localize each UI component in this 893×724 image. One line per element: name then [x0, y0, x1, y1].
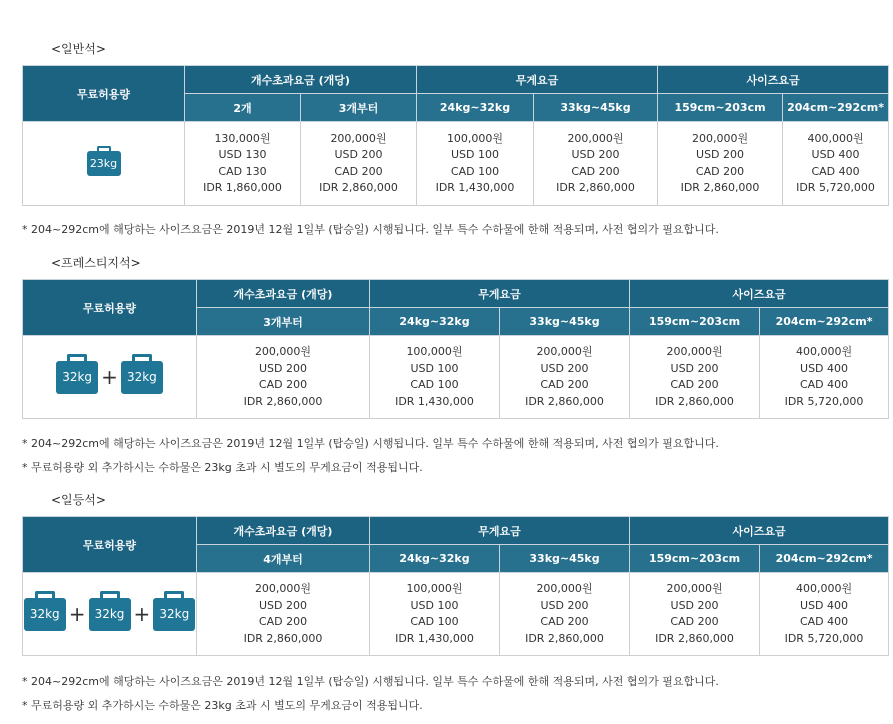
- fee-cell: 400,000원 USD 400 CAD 400 IDR 5,720,000: [760, 336, 889, 419]
- sub-header: 24kg~32kg: [370, 545, 500, 573]
- prestige-fee-table: [22, 279, 889, 419]
- sub-header: 204cm~292cm*: [760, 308, 889, 336]
- sub-header: 159cm~203cm: [630, 308, 760, 336]
- fee-cell: 400,000원 USD 400 CAD 400 IDR 5,720,000: [783, 122, 889, 206]
- fee-cell: 100,000원 USD 100 CAD 100 IDR 1,430,000: [370, 573, 500, 656]
- fee-cell: 200,000원 USD 200 CAD 200 IDR 2,860,000: [630, 573, 760, 656]
- luggage-icon: 32kg: [153, 598, 195, 631]
- excess-count-header: 개수초과요금 (개당): [185, 66, 417, 94]
- weight-fee-header: 무게요금: [417, 66, 658, 94]
- sub-header: 33kg~45kg: [534, 94, 658, 122]
- section-title-first: <일등석>: [51, 493, 106, 507]
- plus-icon: +: [101, 365, 118, 389]
- fee-cell: 200,000원 USD 200 CAD 200 IDR 2,860,000: [301, 122, 417, 206]
- fee-cell: 200,000원 USD 200 CAD 200 IDR 2,860,000: [534, 122, 658, 206]
- fee-cell: 200,000원 USD 200 CAD 200 IDR 2,860,000: [500, 336, 630, 419]
- footnote: * 204~292cm에 해당하는 사이즈요금은 2019년 12월 1일부 (탑승일) 시행됩니다. 일부 특수 수하물에 한해 적용되며, 사전 협의가 필요합니다.: [22, 675, 719, 688]
- first-fee-table: [22, 516, 889, 656]
- sub-header: 159cm~203cm: [630, 545, 760, 573]
- sub-header: 33kg~45kg: [500, 308, 630, 336]
- fee-cell: 400,000원 USD 400 CAD 400 IDR 5,720,000: [760, 573, 889, 656]
- size-fee-header: 사이즈요금: [658, 66, 889, 94]
- allowance-cell: [23, 336, 197, 419]
- luggage-icon: 32kg: [56, 361, 98, 394]
- sub-header: 204cm~292cm*: [783, 94, 889, 122]
- luggage-icon: 32kg: [121, 361, 163, 394]
- allowance-header: 무료허용량: [23, 66, 185, 122]
- sub-header: 204cm~292cm*: [760, 545, 889, 573]
- allowance-cell: [23, 573, 197, 656]
- footnote: * 무료허용량 외 추가하시는 수하물은 23kg 초과 시 별도의 무게요금이 적용됩니다.: [22, 699, 423, 712]
- fee-cell: 200,000원 USD 200 CAD 200 IDR 2,860,000: [658, 122, 783, 206]
- fee-cell: 100,000원 USD 100 CAD 100 IDR 1,430,000: [370, 336, 500, 419]
- section-title-economy: <일반석>: [51, 42, 106, 56]
- weight-fee-header: 무게요금: [370, 280, 630, 308]
- size-fee-header: 사이즈요금: [630, 280, 889, 308]
- weight-fee-header: 무게요금: [370, 517, 630, 545]
- fee-cell: 200,000원 USD 200 CAD 200 IDR 2,860,000: [630, 336, 760, 419]
- footnote: * 204~292cm에 해당하는 사이즈요금은 2019년 12월 1일부 (탑승일) 시행됩니다. 일부 특수 수하물에 한해 적용되며, 사전 협의가 필요합니다.: [22, 437, 719, 450]
- fee-cell: 200,000원 USD 200 CAD 200 IDR 2,860,000: [197, 573, 370, 656]
- plus-icon: +: [68, 602, 86, 626]
- luggage-icon: 32kg: [24, 598, 66, 631]
- footnote: * 204~292cm에 해당하는 사이즈요금은 2019년 12월 1일부 (탑승일) 시행됩니다. 일부 특수 수하물에 한해 적용되며, 사전 협의가 필요합니다.: [22, 223, 719, 236]
- fee-cell: 200,000원 USD 200 CAD 200 IDR 2,860,000: [500, 573, 630, 656]
- sub-header: 24kg~32kg: [370, 308, 500, 336]
- sub-header: 2개: [185, 94, 301, 122]
- sub-header: 33kg~45kg: [500, 545, 630, 573]
- sub-header: 159cm~203cm: [658, 94, 783, 122]
- allowance-header: 무료허용량: [23, 517, 197, 573]
- sub-header: 24kg~32kg: [417, 94, 534, 122]
- allowance-header: 무료허용량: [23, 280, 197, 336]
- plus-icon: +: [133, 602, 151, 626]
- size-fee-header: 사이즈요금: [630, 517, 889, 545]
- excess-count-header: 개수초과요금 (개당): [197, 280, 370, 308]
- allowance-cell: [23, 122, 185, 206]
- fee-cell: 130,000원 USD 130 CAD 130 IDR 1,860,000: [185, 122, 301, 206]
- fee-cell: 200,000원 USD 200 CAD 200 IDR 2,860,000: [197, 336, 370, 419]
- fee-cell: 100,000원 USD 100 CAD 100 IDR 1,430,000: [417, 122, 534, 206]
- economy-fee-table: [22, 65, 889, 206]
- sub-header: 3개부터: [197, 308, 370, 336]
- excess-count-header: 개수초과요금 (개당): [197, 517, 370, 545]
- sub-header: 3개부터: [301, 94, 417, 122]
- section-title-prestige: <프레스티지석>: [51, 256, 141, 270]
- luggage-icon: 23kg: [87, 151, 121, 176]
- sub-header: 4개부터: [197, 545, 370, 573]
- footnote: * 무료허용량 외 추가하시는 수하물은 23kg 초과 시 별도의 무게요금이 적용됩니다.: [22, 461, 423, 474]
- luggage-icon: 32kg: [89, 598, 131, 631]
